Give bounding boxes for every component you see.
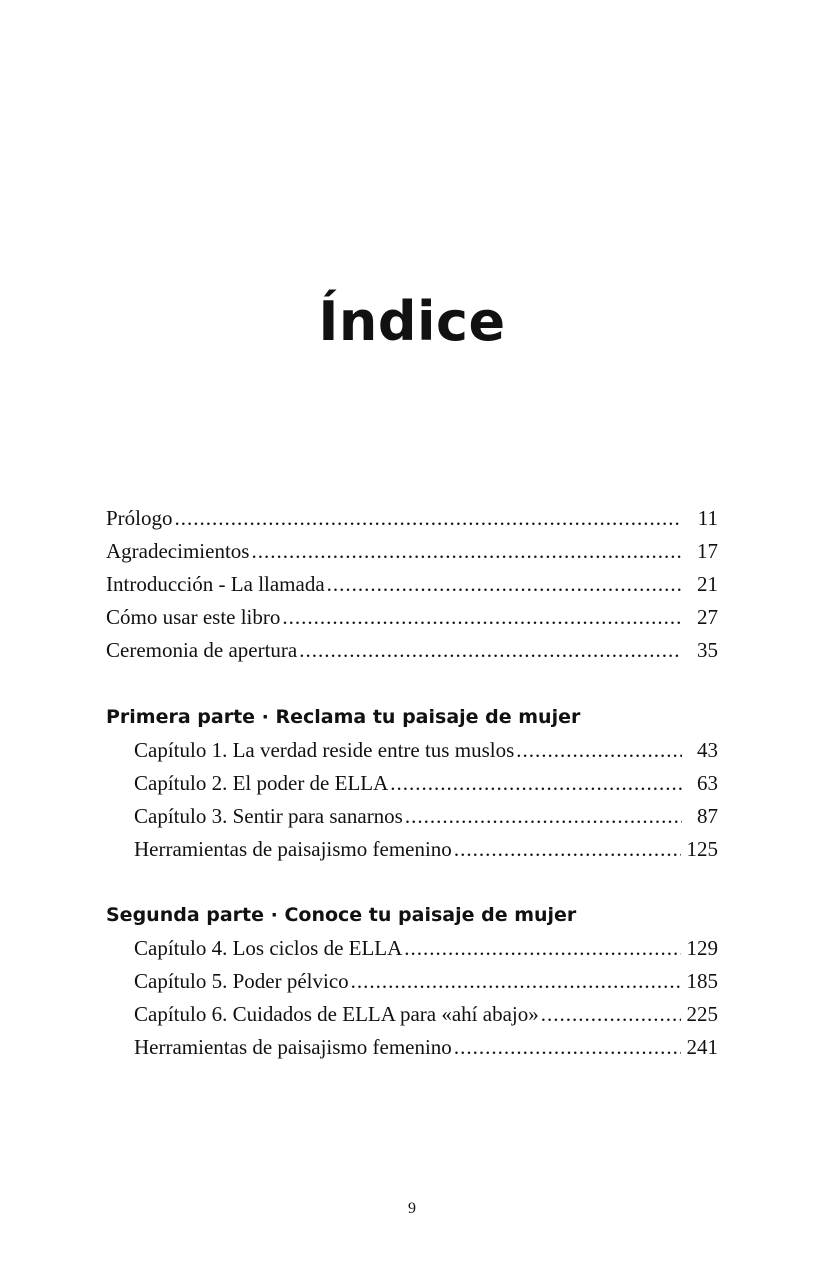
toc-entry-label: Capítulo 6. Cuidados de ELLA para «ahí abajo» — [134, 1002, 539, 1026]
toc-entry-page: 27 — [697, 605, 718, 629]
dot-leader — [454, 1031, 681, 1064]
dot-leader — [175, 502, 682, 535]
toc-entry-page: 225 — [686, 1002, 718, 1026]
table-of-contents — [106, 502, 718, 1064]
toc-entry-herramientas-2 — [106, 1031, 718, 1064]
toc-entry-label: Prólogo — [106, 506, 173, 530]
toc-entry-agradecimientos — [106, 535, 718, 568]
dot-leader — [516, 734, 682, 767]
page-number: 9 — [408, 1200, 416, 1217]
toc-entry-label: Capítulo 3. Sentir para sanarnos — [134, 804, 403, 828]
toc-entry-herramientas-1 — [106, 833, 718, 866]
toc-entry-page: 11 — [697, 506, 718, 530]
dot-leader — [351, 965, 681, 998]
toc-entry-prologo — [106, 502, 718, 535]
dot-leader — [390, 767, 682, 800]
toc-entry-page: 17 — [697, 539, 718, 563]
toc-entry-page: 63 — [697, 771, 718, 795]
toc-entry-capitulo-2 — [106, 767, 718, 800]
toc-entry-page: 185 — [686, 969, 718, 993]
toc-entry-page: 87 — [697, 804, 718, 828]
toc-entry-capitulo-5 — [106, 965, 718, 998]
dot-leader — [405, 800, 682, 833]
dot-leader — [299, 634, 682, 667]
toc-entry-label: Cómo usar este libro — [106, 605, 281, 629]
toc-entry-page: 43 — [697, 738, 718, 762]
toc-entry-page: 35 — [697, 638, 718, 662]
dot-leader — [327, 568, 682, 601]
toc-entry-capitulo-4 — [106, 932, 718, 965]
toc-entry-label: Ceremonia de apertura — [106, 638, 298, 662]
toc-entry-label: Capítulo 1. La verdad reside entre tus muslos — [134, 738, 515, 762]
toc-entry-page: 241 — [686, 1035, 718, 1059]
part-one-heading: Primera parte · Reclama tu paisaje de mujer — [106, 706, 581, 728]
toc-entry-page: 125 — [686, 837, 718, 861]
section-spacer — [106, 866, 718, 899]
toc-entry-capitulo-1 — [106, 734, 718, 767]
dot-leader — [404, 932, 680, 965]
toc-entry-ceremonia — [106, 634, 718, 667]
page-title: Índice — [318, 290, 506, 353]
part-two-heading: Segunda parte · Conoce tu paisaje de mujer — [106, 904, 577, 926]
toc-entry-introduccion — [106, 568, 718, 601]
toc-entry-capitulo-3 — [106, 800, 718, 833]
toc-entry-capitulo-6 — [106, 998, 718, 1031]
dot-leader — [282, 601, 682, 634]
toc-entry-label: Capítulo 2. El poder de ELLA — [134, 771, 389, 795]
dot-leader — [251, 535, 682, 568]
toc-entry-label: Herramientas de paisajismo femenino — [134, 1035, 452, 1059]
toc-entry-label: Capítulo 5. Poder pélvico — [134, 969, 349, 993]
section-spacer — [106, 667, 718, 701]
dot-leader — [541, 998, 681, 1031]
toc-entry-como-usar — [106, 601, 718, 634]
toc-entry-page: 129 — [686, 936, 718, 960]
toc-entry-page: 21 — [697, 572, 718, 596]
toc-entry-label: Introducción - La llamada — [106, 572, 325, 596]
toc-entry-label: Capítulo 4. Los ciclos de ELLA — [134, 936, 403, 960]
toc-entry-label: Herramientas de paisajismo femenino — [134, 837, 452, 861]
toc-entry-label: Agradecimientos — [106, 539, 250, 563]
dot-leader — [454, 833, 681, 866]
